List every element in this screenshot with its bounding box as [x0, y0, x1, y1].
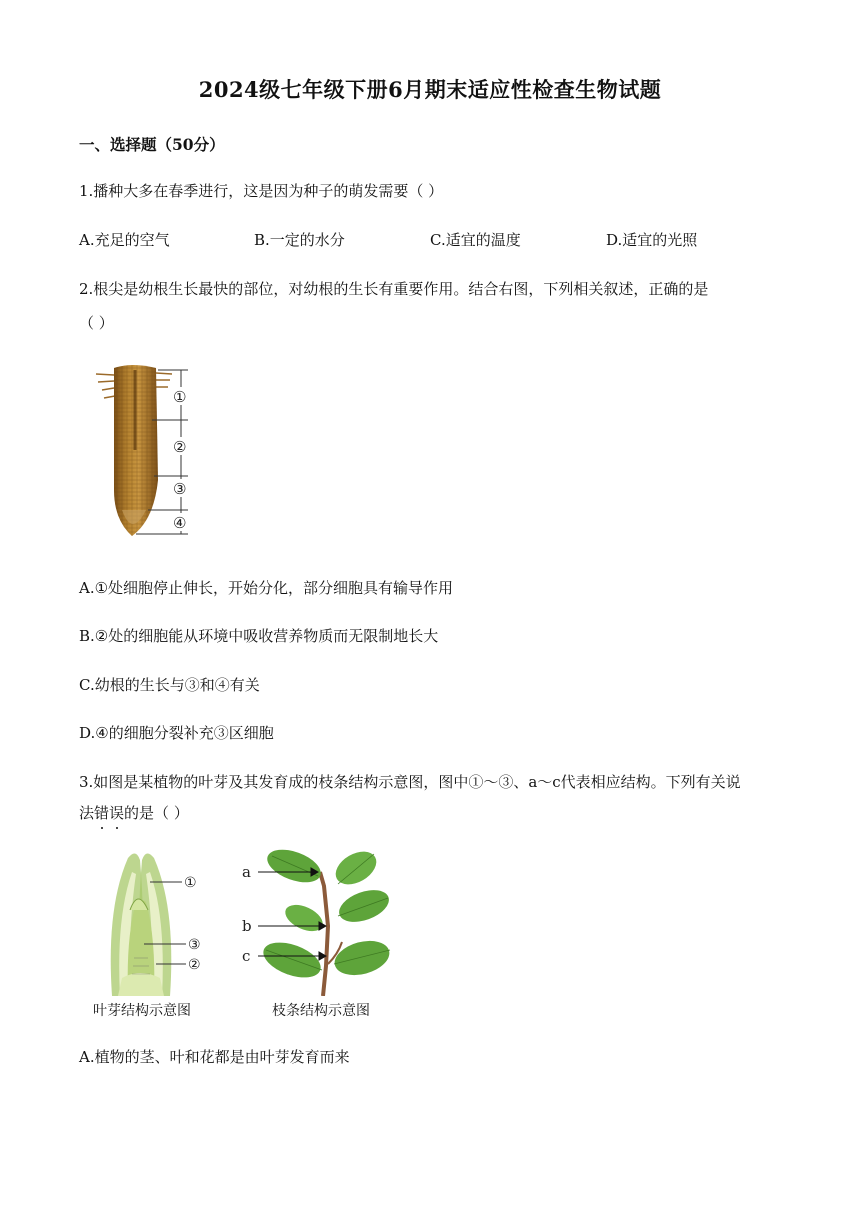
- leaf-bud-figure: [100, 848, 220, 998]
- branch-label-b: b: [242, 917, 252, 935]
- q3-option-a: A.植物的茎、叶和花都是由叶芽发育而来: [79, 1048, 350, 1066]
- branch-label-a: a: [242, 863, 251, 881]
- branch-caption: 枝条结构示意图: [272, 1003, 370, 1019]
- zone-label-2: ②: [173, 438, 187, 456]
- branch-figure: [238, 846, 398, 996]
- bud-label-2: ②: [188, 957, 201, 973]
- branch-label-c: c: [242, 947, 251, 965]
- page-title: 2024级七年级下册6月期末适应性检查生物试题: [198, 77, 662, 102]
- bud-label-3: ③: [188, 937, 201, 953]
- section-heading: 一、选择题（50分）: [79, 135, 225, 154]
- q1-option-b: B.一定的水分: [254, 231, 345, 249]
- q1-stem: 1.播种大多在春季进行，这是因为种子的萌发需要（ ）: [79, 182, 444, 200]
- bud-label-1: ①: [184, 875, 197, 891]
- q3-stem-post: 的是（ ）: [124, 804, 189, 822]
- q2-stem-line2: （ ）: [79, 314, 114, 332]
- q1-option-c: C.适宜的温度: [430, 231, 521, 249]
- q3-emphasis-1: 错: [94, 804, 110, 822]
- q3-emphasis-2: 误: [109, 804, 125, 822]
- q1-option-d: D.适宜的光照: [606, 231, 698, 249]
- bud-caption: 叶芽结构示意图: [93, 1003, 191, 1019]
- root-tip-figure: [92, 360, 202, 540]
- q2-option-d: D.④的细胞分裂补充③区细胞: [79, 724, 274, 742]
- q2-stem-line1: 2.根尖是幼根生长最快的部位，对幼根的生长有重要作用。结合右图，下列相关叙述，正确的是: [79, 280, 709, 298]
- q3-stem-pre: 法: [79, 804, 95, 822]
- q3-stem-line2: [79, 802, 189, 823]
- q2-option-b: B.②处的细胞能从环境中吸收营养物质而无限制地长大: [79, 627, 439, 645]
- q2-option-c: C.幼根的生长与③和④有关: [79, 676, 260, 694]
- q1-option-a: A.充足的空气: [79, 231, 170, 249]
- zone-label-3: ③: [173, 480, 187, 498]
- q3-stem-line1: 3.如图是某植物的叶芽及其发育成的枝条结构示意图，图中①～③、a～c代表相应结构。下列有关说: [79, 773, 741, 791]
- zone-label-4: ④: [173, 514, 187, 532]
- zone-label-1: ①: [173, 388, 187, 406]
- q2-option-a: A.①处细胞停止伸长，开始分化，部分细胞具有输导作用: [79, 579, 454, 597]
